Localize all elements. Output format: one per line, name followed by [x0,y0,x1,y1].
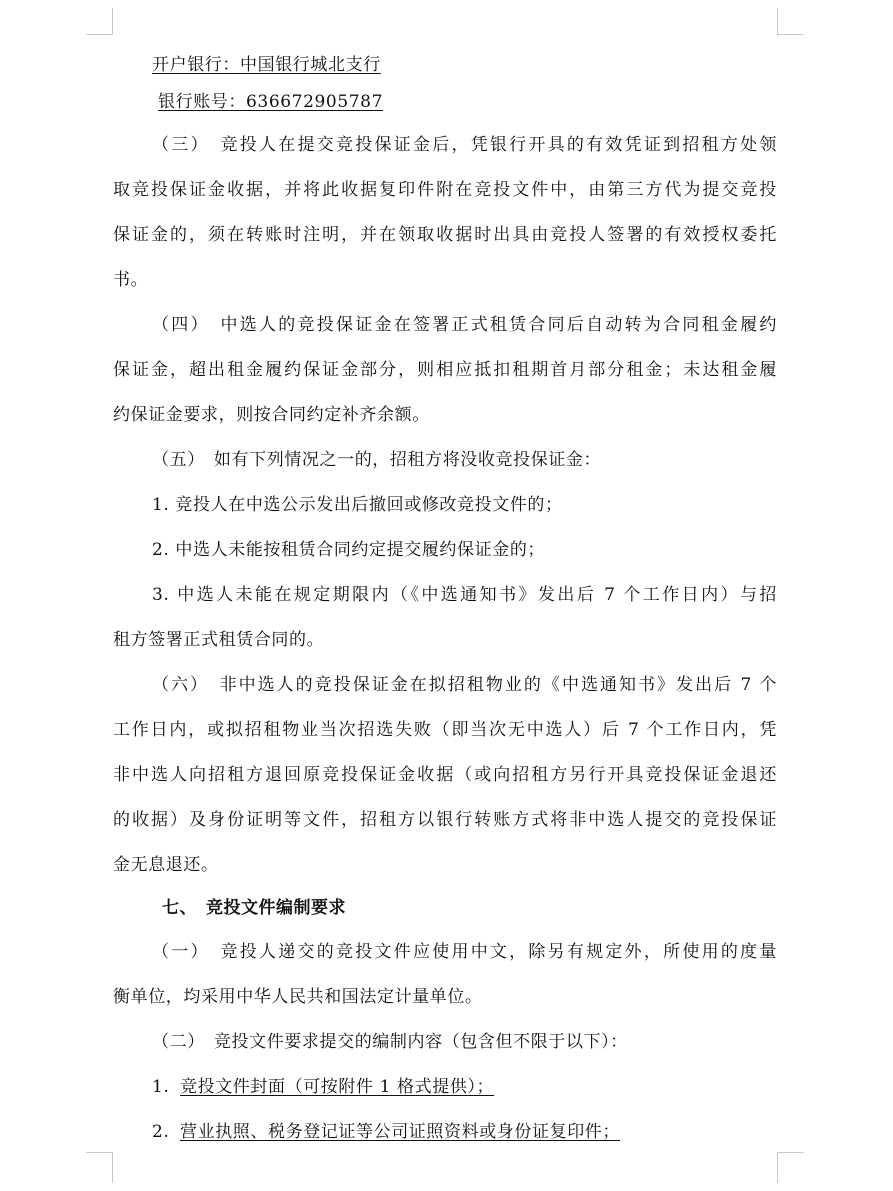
list-item-number: 2. [152,1122,170,1142]
paragraph-line: 保证金，超出租金履约保证金部分，则相应抵扣租期首月部分租金；未达租金履 [113,360,777,380]
list-item: 竞投文件封面（可按附件 1 格式提供）； [180,1077,495,1097]
paragraph-line: 金无息退还。 [113,855,219,875]
page-corner-mark-top-right [777,8,804,35]
paragraph-line: 衡单位，均采用中华人民共和国法定计量单位。 [113,987,483,1007]
bank-account-line: 银行账号：636672905787 [158,92,383,112]
paragraph-line: 约保证金要求，则按合同约定补齐余额。 [113,405,430,425]
list-item: 3. 中选人未能在规定期限内（《中选通知书》发出后 7 个工作日内）与招 [152,585,777,605]
paragraph-line: 租方签署正式租赁合同的。 [113,630,325,650]
paragraph-line: （一） 竞投人递交的竞投文件应使用中文，除另有规定外，所使用的度量 [152,942,777,962]
paragraph-line: 的收据）及身份证明等文件，招租方以银行转账方式将非中选人提交的竞投保证 [113,810,777,830]
list-item: 营业执照、税务登记证等公司证照资料或身份证复印件； [180,1122,620,1142]
paragraph-line: （三） 竞投人在提交竞投保证金后，凭银行开具的有效凭证到招租方处领 [152,135,777,155]
paragraph-line: 取竞投保证金收据，并将此收据复印件附在竞投文件中，由第三方代为提交竞投 [113,180,777,200]
list-item: 2. 中选人未能按租赁合同约定提交履约保证金的； [152,540,546,560]
bank-name-line: 开户银行：中国银行城北支行 [152,55,381,75]
paragraph-line: 书。 [113,270,149,290]
page-corner-mark-top-left [86,8,113,35]
page-corner-mark-bottom-right [777,1152,804,1183]
paragraph-line: 工作日内，或拟招租物业当次招选失败（即当次无中选人）后 7 个工作日内，凭 [113,720,777,740]
paragraph-line: （二） 竞投文件要求提交的编制内容（包含但不限于以下）： [152,1032,628,1052]
paragraph-line: （六） 非中选人的竞投保证金在拟招租物业的《中选通知书》发出后 7 个 [152,675,777,695]
page-corner-mark-bottom-left [86,1152,113,1183]
paragraph-line: （五） 如有下列情况之一的，招租方将没收竞投保证金： [152,450,602,470]
list-item-number: 1. [152,1077,170,1097]
section-heading: 七、 竞投文件编制要求 [162,898,346,918]
list-item: 1. 竞投人在中选公示发出后撤回或修改竞投文件的； [152,495,563,515]
paragraph-line: 非中选人向招租方退回原竞投保证金收据（或向招租方另行开具竞投保证金退还 [113,765,777,785]
paragraph-line: 保证金的，须在转账时注明，并在领取收据时出具由竞投人签署的有效授权委托 [113,225,777,245]
paragraph-line: （四） 中选人的竞投保证金在签署正式租赁合同后自动转为合同租金履约 [152,315,777,335]
